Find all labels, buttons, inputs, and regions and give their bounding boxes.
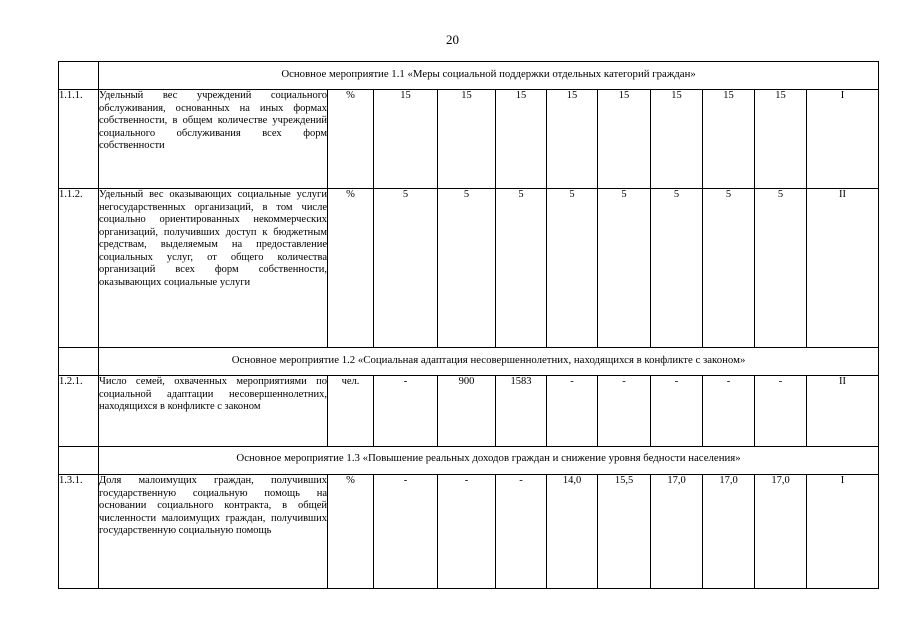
- section-number-cell: [59, 62, 99, 90]
- section-header-row: [59, 447, 879, 475]
- value-cell: 5: [438, 189, 496, 348]
- section-title: Основное мероприятие 1.1 «Меры социальной поддержки отдельных категорий граждан»: [99, 62, 879, 90]
- value-cell: -: [374, 376, 438, 447]
- value-cell: 15: [651, 90, 703, 189]
- value-cell: 5: [703, 189, 755, 348]
- value-cell: 5: [547, 189, 598, 348]
- section-number-cell: [59, 447, 99, 475]
- value-cell: 5: [598, 189, 651, 348]
- value-cell: -: [374, 475, 438, 589]
- indicators-table: [58, 61, 879, 589]
- value-cell: 15: [547, 90, 598, 189]
- section-number-cell: [59, 348, 99, 376]
- unit-cell: чел.: [328, 376, 374, 447]
- unit-cell: %: [328, 90, 374, 189]
- category-cell: II: [807, 189, 879, 348]
- section-header-row: [59, 62, 879, 90]
- row-description: Число семей, охваченных мероприятиями по социальной адаптации несовершеннолетних, находящихся в конфликте с законом: [99, 376, 328, 447]
- value-cell: 15,5: [598, 475, 651, 589]
- value-cell: 5: [755, 189, 807, 348]
- row-number: 1.1.1.: [59, 90, 99, 189]
- value-cell: 5: [374, 189, 438, 348]
- value-cell: 900: [438, 376, 496, 447]
- table-row: [59, 376, 879, 447]
- value-cell: 17,0: [755, 475, 807, 589]
- category-cell: I: [807, 90, 879, 189]
- value-cell: -: [496, 475, 547, 589]
- row-description: Доля малоимущих граждан, получивших государственную социальную помощь на основании социального контракта, в общей численности малоимущих граждан, получивших государственную социальную помощь: [99, 475, 328, 589]
- value-cell: -: [438, 475, 496, 589]
- row-number: 1.1.2.: [59, 189, 99, 348]
- value-cell: -: [755, 376, 807, 447]
- row-number: 1.2.1.: [59, 376, 99, 447]
- value-cell: -: [598, 376, 651, 447]
- table-row: [59, 475, 879, 589]
- value-cell: -: [547, 376, 598, 447]
- section-title: Основное мероприятие 1.2 «Социальная адаптация несовершеннолетних, находящихся в конфликте с законом»: [99, 348, 879, 376]
- row-description: Удельный вес учреждений социального обслуживания, основанных на иных формах собственности, в общем количестве учреждений социального обслуживания всех форм собственности: [99, 90, 328, 189]
- value-cell: 5: [496, 189, 547, 348]
- value-cell: 15: [703, 90, 755, 189]
- value-cell: 15: [374, 90, 438, 189]
- value-cell: 17,0: [703, 475, 755, 589]
- value-cell: 14,0: [547, 475, 598, 589]
- row-number: 1.3.1.: [59, 475, 99, 589]
- category-cell: II: [807, 376, 879, 447]
- value-cell: 15: [755, 90, 807, 189]
- unit-cell: %: [328, 475, 374, 589]
- value-cell: 1583: [496, 376, 547, 447]
- row-description: Удельный вес оказывающих социальные услуги негосударственных организаций, в том числе социально ориентированных некоммерческих организаций, получивших доступ к бюджетным средствам, выделяемым на предоставление социальных услуг, от общего количества организаций всех форм собственности, оказывающих социальные услуги: [99, 189, 328, 348]
- value-cell: 15: [496, 90, 547, 189]
- value-cell: -: [703, 376, 755, 447]
- table-row: [59, 90, 879, 189]
- page-number: 20: [446, 32, 459, 47]
- value-cell: -: [651, 376, 703, 447]
- section-header-row: [59, 348, 879, 376]
- value-cell: 15: [598, 90, 651, 189]
- value-cell: 17,0: [651, 475, 703, 589]
- value-cell: 5: [651, 189, 703, 348]
- unit-cell: %: [328, 189, 374, 348]
- section-title: Основное мероприятие 1.3 «Повышение реальных доходов граждан и снижение уровня бедности населения»: [99, 447, 879, 475]
- value-cell: 15: [438, 90, 496, 189]
- category-cell: I: [807, 475, 879, 589]
- table-row: [59, 189, 879, 348]
